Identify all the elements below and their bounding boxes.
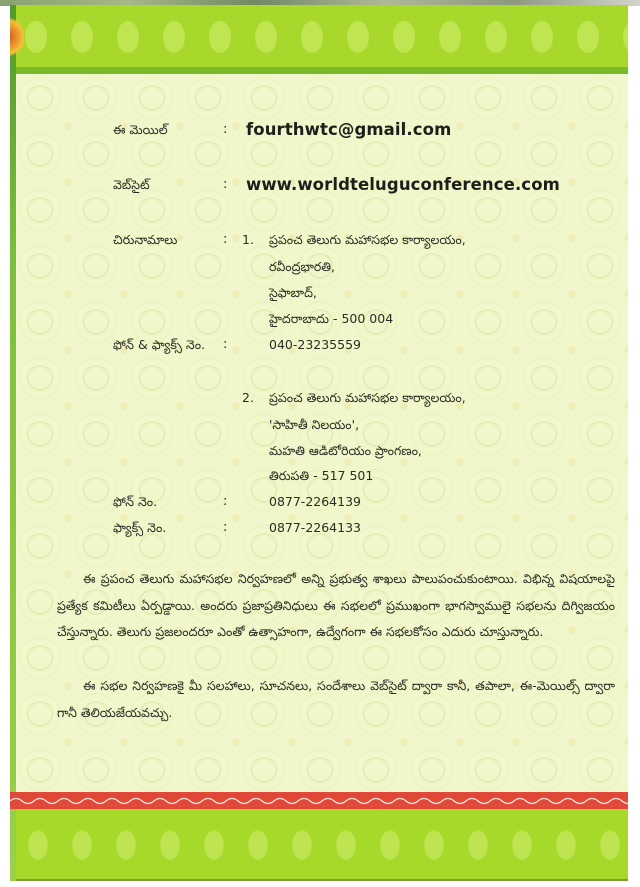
intro-paragraph: [57, 566, 615, 646]
brochure-page: [10, 5, 628, 881]
fax-separator: :: [223, 520, 228, 535]
phone-fax-label: ఫోన్ & ఫ్యాక్స్ నెం.: [113, 337, 206, 352]
website-label: వెబ్‌సైట్: [113, 177, 150, 192]
bottom-edge: [16, 879, 628, 881]
phone-fax-separator: :: [223, 337, 228, 352]
website-separator: :: [223, 177, 228, 192]
phone-separator: :: [223, 494, 228, 509]
address-2-line-1: ప్రపంచ తెలుగు మహాసభల కార్యాలయం,: [269, 390, 466, 405]
address-1-line-2: రవీంద్రభారతి,: [269, 259, 336, 274]
addresses-separator: :: [223, 232, 228, 247]
phone-fax-value: 040-23235559: [269, 337, 361, 352]
red-decorative-border: [10, 792, 628, 809]
address-1-line-3: సైఫాబాద్,: [269, 285, 317, 300]
addresses-label: చిరునామాలు: [113, 232, 178, 247]
top-band-edge: [16, 67, 628, 74]
phone-label: ఫోన్ నెం.: [113, 494, 158, 509]
intro-paragraph-text: ఈ ప్రపంచ తెలుగు మహాసభల నిర్వహణలో అన్ని ప్రభుత్వ శాఖలు పాలుపంచుకుంటాయి. విభిన్న విషయాలపై ప్రత్యేక కమిటీలు ఏర్పడ్డాయి. అందరు ప్రజాప్రతినిధులు ఈ సభలలో ప్రముఖంగా భాగస్వాములై సభలను దిగ్విజయం చేస్తున్నారు. తెలుగు ప్రజలందరూ ఎంతో ఉత్సాహంగా, ఉద్వేగంగా ఈ సభలకోసం ఎదురు చూస్తున్నారు.: [57, 571, 615, 639]
top-decorative-band: [16, 5, 628, 67]
feedback-paragraph: [57, 673, 615, 726]
left-decorative-strip: [10, 5, 16, 881]
fax-value: 0877-2264133: [269, 520, 361, 535]
address-2-line-3: మహతి ఆడిటోరియం ప్రాంగణం,: [269, 443, 422, 458]
email-separator: :: [223, 122, 228, 137]
address-1-line-4: హైదరాబాదు - 500 004: [269, 311, 394, 326]
bottom-decorative-band: [16, 809, 628, 881]
feedback-paragraph-text: ఈ సభల నిర్వహణకై మీ సలహాలు, సూచనలు, సందేశాలు వెబ్‌సైట్ ద్వారా కానీ, తపాలా, ఈ-మెయిల్స్ ద్వారా గానీ తెలియజేయవచ్చు.: [57, 678, 615, 720]
website-link[interactable]: www.worldteluguconference.com: [246, 175, 560, 194]
email-link[interactable]: fourthwtc@gmail.com: [246, 120, 452, 139]
address-2-number: 2.: [242, 390, 254, 405]
address-2-line-4: తిరుపతి - 517 501: [269, 468, 374, 483]
fax-label: ఫ్యాక్స్ నెం.: [113, 520, 167, 535]
phone-value: 0877-2264139: [269, 494, 361, 509]
wave-pattern-icon: [10, 792, 628, 809]
address-1-line-1: ప్రపంచ తెలుగు మహాసభల కార్యాలయం,: [269, 232, 466, 247]
address-1-number: 1.: [242, 232, 254, 247]
address-2-line-2: 'సాహితీ నిలయం',: [269, 417, 360, 432]
email-label: ఈ మెయిల్: [113, 122, 168, 137]
